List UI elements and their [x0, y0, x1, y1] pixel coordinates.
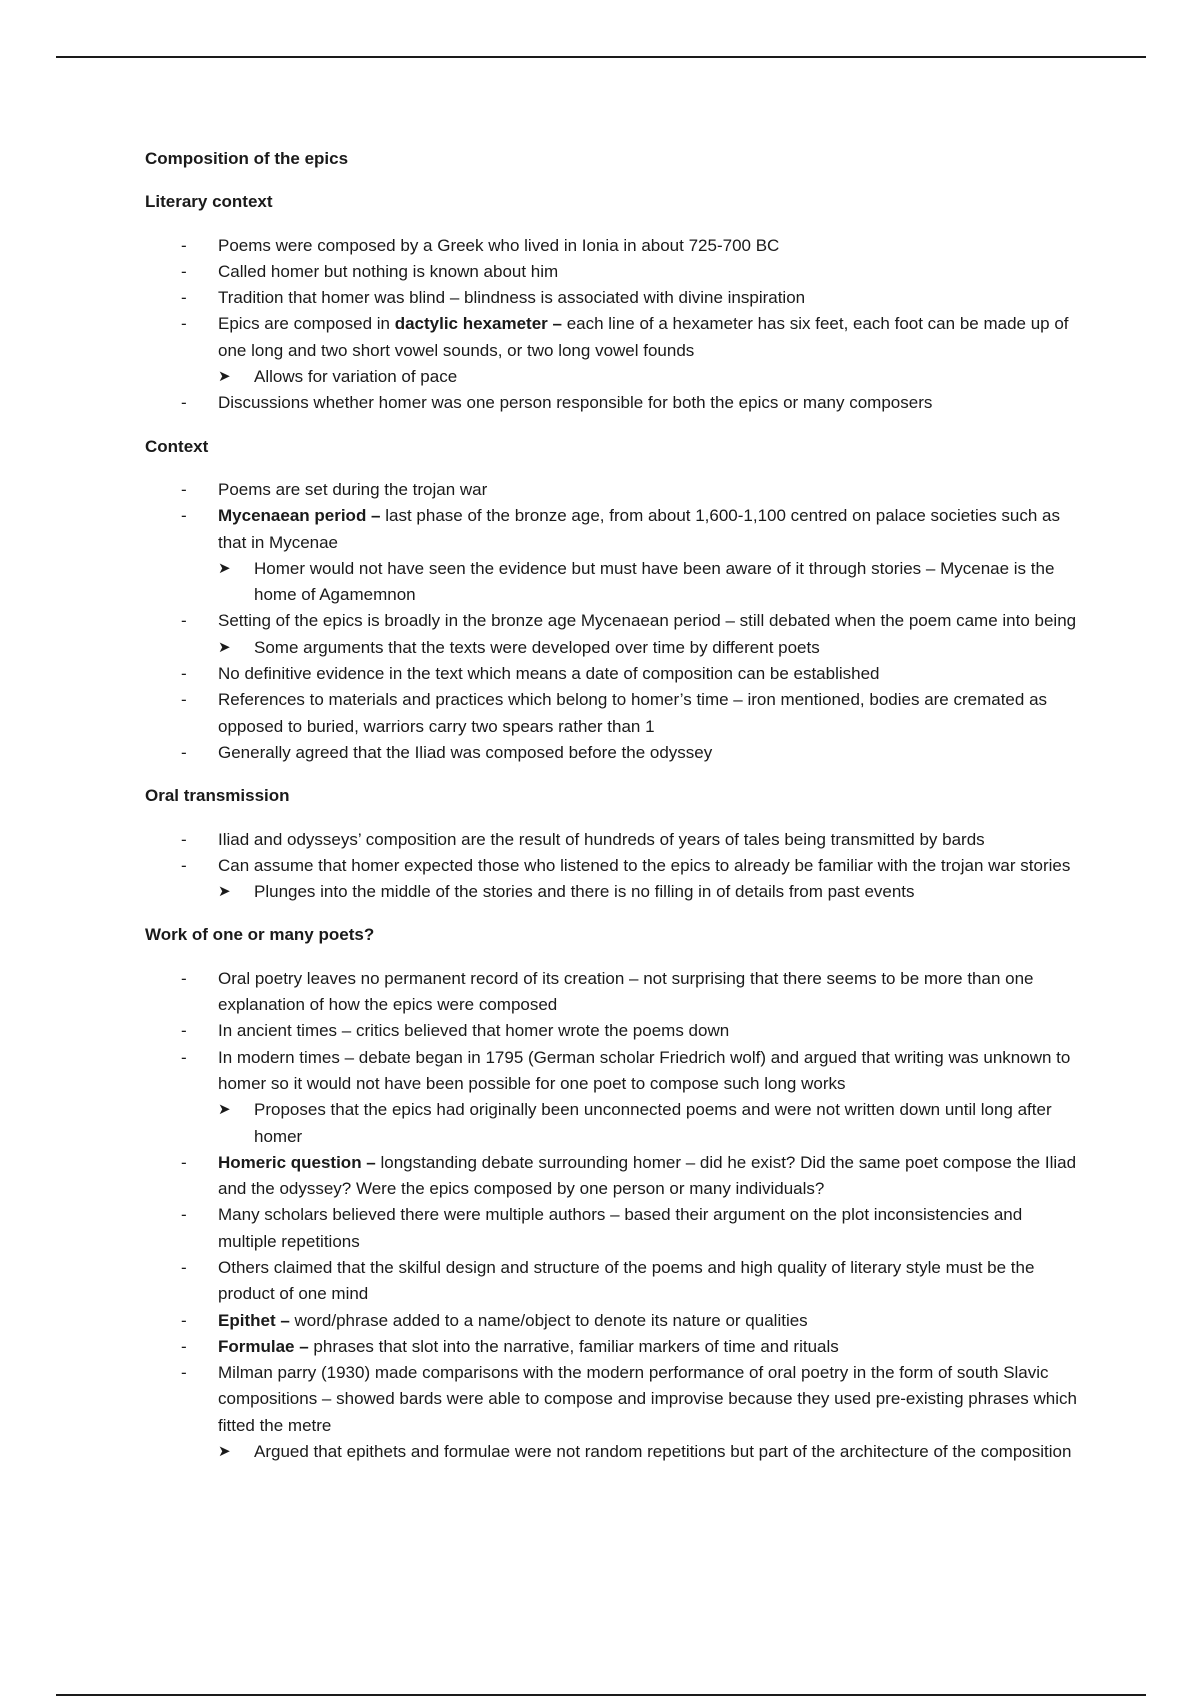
bullet-item	[145, 390, 1085, 416]
item-text: Allows for variation of pace	[254, 367, 458, 387]
item-text: Tradition that homer was blind – blindness is associated with divine inspiration	[218, 288, 806, 308]
bullet-item	[145, 477, 1085, 503]
item-text: In modern times – debate began in 1795 (German scholar Friedrich wolf) and argued that writing was unknown to homer so it would not have been possible for one poet to compose such long works	[218, 1047, 1071, 1093]
item-text: Others claimed that the skilful design and structure of the poems and high quality of literary style must be the product of one mind	[218, 1257, 1035, 1304]
arrow-sub-item	[145, 364, 1085, 390]
bullet-list	[145, 827, 1085, 906]
bullet-item	[145, 1150, 1085, 1203]
item-text: Milman parry (1930) made comparisons with the modern performance of oral poetry in the form of south Slavic compositions – showed bards were able to compose and improvise because they used pre-existing phrases which fitted the metre	[218, 1363, 1077, 1435]
item-text: Iliad and odysseys’ composition are the result of hundreds of years of tales being transmitted by bards	[218, 829, 985, 849]
bullet-item	[145, 1308, 1085, 1334]
document-body	[145, 146, 1085, 1482]
section-heading: Context	[145, 436, 209, 456]
item-text: Plunges into the middle of the stories and there is no filling in of details from past events	[254, 882, 915, 902]
arrow-sub-item	[145, 879, 1085, 905]
bullet-item	[145, 1334, 1085, 1360]
item-text: Can assume that homer expected those who listened to the epics to already be familiar with the trojan war stories	[218, 855, 1071, 875]
bullet-list	[145, 966, 1085, 1466]
bullet-item	[145, 1360, 1085, 1439]
bullet-item	[145, 1018, 1085, 1044]
bullet-item	[145, 608, 1085, 634]
document-title: Composition of the epics	[145, 149, 349, 168]
item-text: Setting of the epics is broadly in the bronze age Mycenaean period – still debated when the poem came into being	[218, 611, 1077, 631]
arrow-sub-item	[145, 556, 1085, 609]
item-text: last phase of the bronze age, from about 1,600-1,100 centred on palace societies such as that in Mycenae	[218, 506, 1061, 552]
item-text: Called homer but nothing is known about him	[218, 261, 559, 281]
bullet-item	[145, 285, 1085, 311]
item-text: Discussions whether homer was one person responsible for both the epics or many composers	[218, 393, 933, 413]
item-text: Poems are set during the trojan war	[218, 479, 488, 499]
item-text: phrases that slot into the narrative, familiar markers of time and rituals	[308, 1336, 839, 1356]
section-heading: Work of one or many poets?	[145, 925, 375, 945]
item-term: Formulae –	[218, 1336, 309, 1356]
bullet-item	[145, 1255, 1085, 1308]
bullet-item	[145, 853, 1085, 879]
bullet-item	[145, 687, 1085, 740]
bullet-item	[145, 827, 1085, 853]
bullet-list	[145, 233, 1085, 417]
item-text: No definitive evidence in the text which means a date of composition can be established	[218, 664, 880, 684]
item-text: Some arguments that the texts were developed over time by different poets	[254, 637, 820, 657]
item-text: Proposes that the epics had originally been unconnected poems and were not written down until long after homer	[254, 1100, 1052, 1146]
bullet-item	[145, 661, 1085, 687]
section-heading: Oral transmission	[145, 786, 290, 806]
item-text: Poems were composed by a Greek who lived in Ionia in about 725-700 BC	[218, 235, 780, 255]
arrow-sub-item	[145, 1439, 1085, 1465]
bullet-item	[145, 966, 1085, 1019]
item-text: Homer would not have seen the evidence but must have been aware of it through stories – Mycenae is the home of Agamemnon	[254, 558, 1055, 605]
item-text-lead: Epics are composed in	[218, 314, 395, 334]
item-text: Generally agreed that the Iliad was composed before the odyssey	[218, 742, 713, 762]
item-text: In ancient times – critics believed that homer wrote the poems down	[218, 1021, 730, 1041]
item-text: Argued that epithets and formulae were not random repetitions but part of the architecture of the composition	[254, 1442, 1072, 1462]
bullet-list	[145, 477, 1085, 766]
item-term: Epithet –	[218, 1310, 290, 1330]
bullet-item	[145, 259, 1085, 285]
top-rule	[56, 56, 1146, 58]
item-term: dactylic hexameter –	[394, 314, 562, 334]
item-text: References to materials and practices which belong to homer’s time – iron mentioned, bodies are cremated as opposed to buried, warriors carry two spears rather than 1	[218, 690, 1048, 736]
bullet-item	[145, 740, 1085, 766]
arrow-sub-item	[145, 635, 1085, 661]
item-text: Oral poetry leaves no permanent record of its creation – not surprising that there seems to be more than one explanation of how the epics were composed	[218, 968, 1034, 1015]
item-text: longstanding debate surrounding homer – did he exist? Did the same poet compose the Iliad and the odyssey? Were the epics composed by one person or many individuals?	[218, 1152, 1077, 1199]
item-term: Mycenaean period –	[218, 506, 381, 526]
item-text: each line of a hexameter has six feet, each foot can be made up of one long and two short vowel sounds, or two long vowel founds	[218, 314, 1069, 360]
bullet-item	[145, 503, 1085, 556]
bullet-item	[145, 233, 1085, 259]
bullet-item	[145, 311, 1085, 364]
bullet-item	[145, 1045, 1085, 1098]
section-heading: Literary context	[145, 192, 273, 212]
item-text: Many scholars believed there were multiple authors – based their argument on the plot inconsistencies and multiple repetitions	[218, 1205, 1023, 1251]
item-term: Homeric question –	[218, 1152, 376, 1172]
arrow-sub-item	[145, 1097, 1085, 1150]
item-text: word/phrase added to a name/object to denote its nature or qualities	[289, 1310, 808, 1330]
bottom-rule	[56, 1694, 1146, 1696]
bullet-item	[145, 1202, 1085, 1255]
